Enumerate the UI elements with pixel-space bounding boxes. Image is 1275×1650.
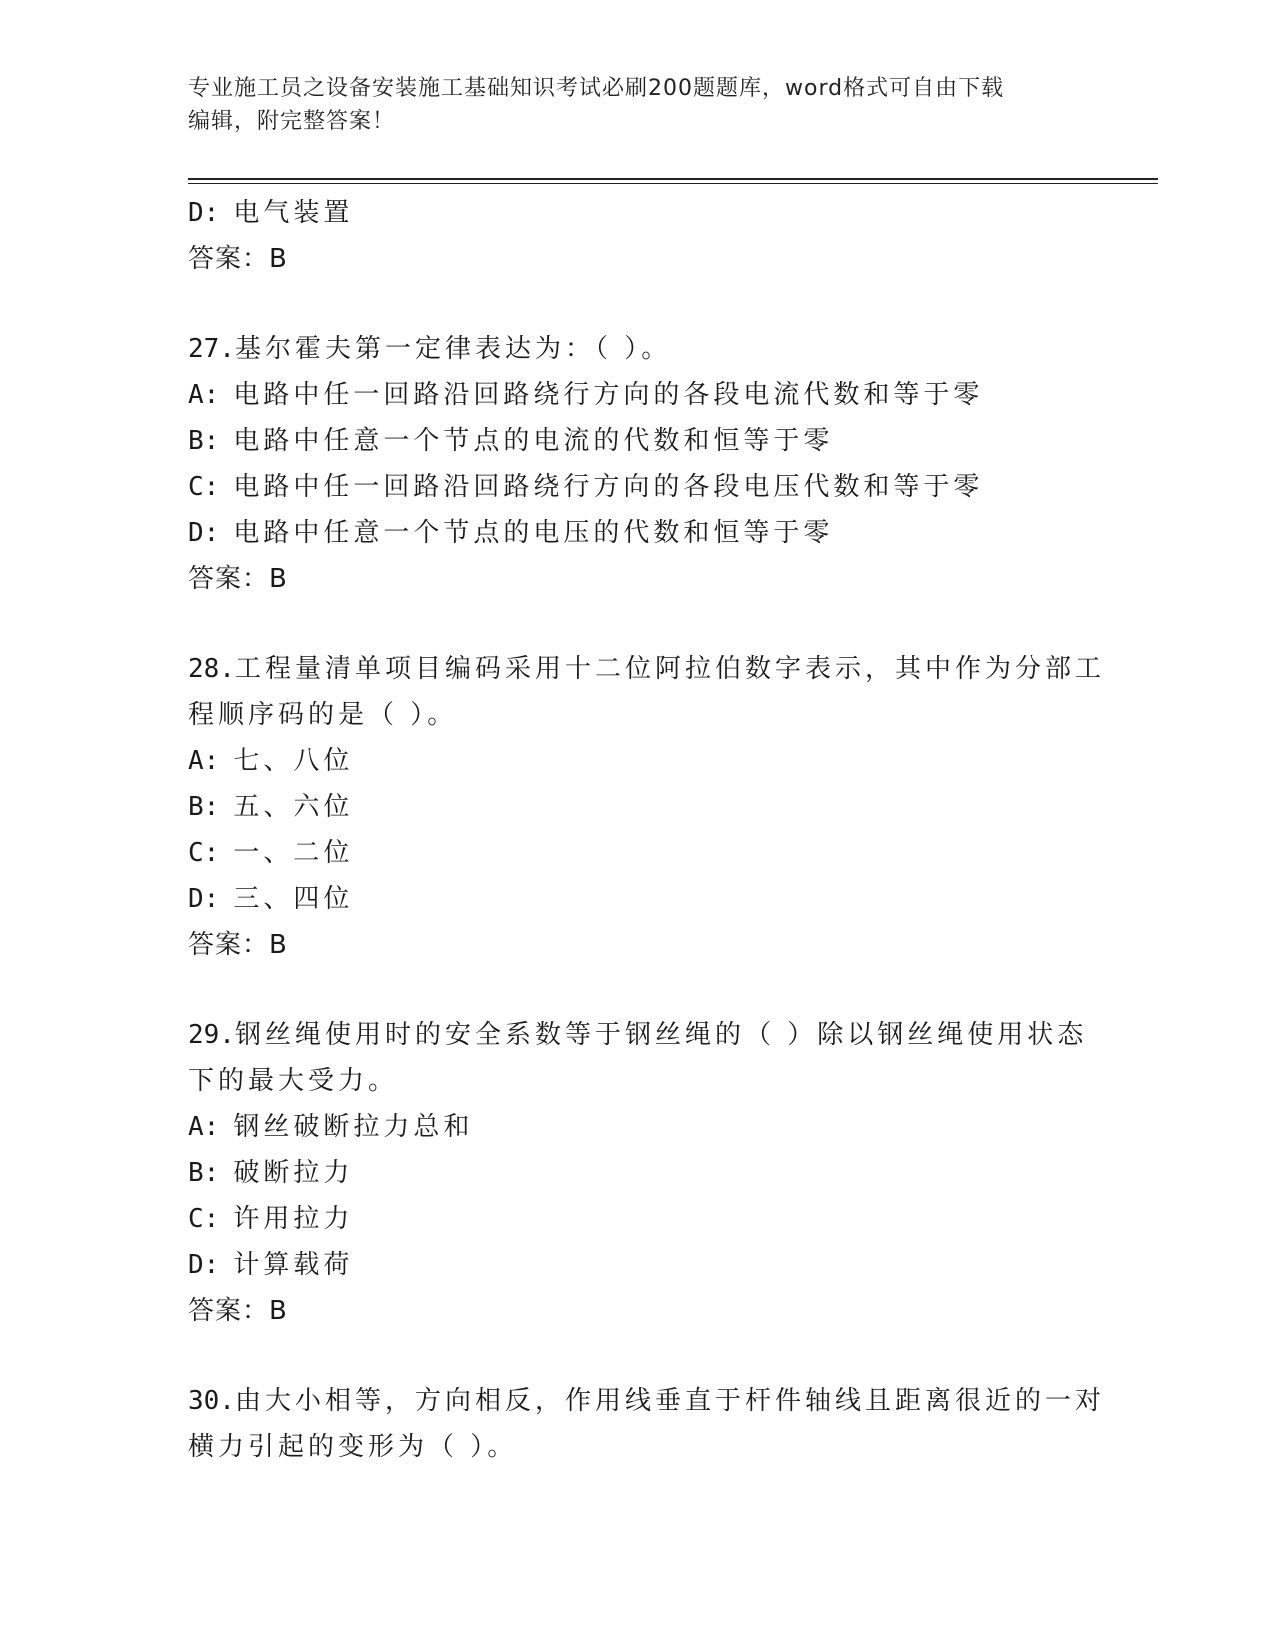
spacer — [188, 1334, 1088, 1378]
option-text: 一、二位 — [233, 838, 354, 868]
option-letter: C: — [188, 838, 220, 868]
spacer — [188, 602, 1088, 646]
header-divider-thin — [188, 183, 1158, 184]
option-text: 电路中任意一个节点的电压的代数和恒等于零 — [233, 518, 834, 548]
option-text: 破断拉力 — [233, 1158, 354, 1188]
option-letter: B: — [188, 426, 220, 456]
question-number: 27. — [188, 334, 235, 364]
option-text: 七、八位 — [233, 746, 354, 776]
option-letter: C: — [188, 1204, 220, 1234]
option-c — [188, 830, 1088, 876]
question-text: 基尔霍夫第一定律表达为：（ ）。 — [234, 334, 672, 364]
option-text: 电路中任意一个节点的电流的代数和恒等于零 — [233, 426, 834, 456]
question-stem-continued: 程顺序码的是（ ）。 — [188, 700, 458, 730]
option-c — [188, 464, 1088, 510]
option-letter: B: — [188, 792, 220, 822]
question-stem — [188, 1012, 1088, 1058]
question-27 — [188, 326, 1088, 602]
question-26 — [188, 190, 1088, 282]
option-text: 五、六位 — [233, 792, 354, 822]
option-a — [188, 1104, 1088, 1150]
question-stem — [188, 1378, 1105, 1424]
option-text: 电气装置 — [233, 198, 354, 228]
header-divider-thick — [188, 178, 1158, 180]
option-a — [188, 738, 1088, 784]
question-stem — [188, 646, 1105, 692]
question-text: 由大小相等，方向相反，作用线垂直于杆件轴线且距离很近的一对 — [234, 1386, 1105, 1416]
option-d — [188, 1242, 1088, 1288]
option-b — [188, 1150, 1088, 1196]
option-text: 电路中任一回路沿回路绕行方向的各段电流代数和等于零 — [233, 380, 984, 410]
option-text: 许用拉力 — [233, 1204, 354, 1234]
answer-line: 答案：B — [188, 244, 288, 274]
question-number: 30. — [188, 1386, 235, 1416]
option-letter: C: — [188, 472, 220, 502]
answer-line: 答案：B — [188, 564, 288, 594]
option-a — [188, 372, 1088, 418]
header-title-line-2: 编辑，附完整答案！ — [188, 109, 396, 134]
option-text: 计算载荷 — [233, 1250, 354, 1280]
question-stem-continued: 横力引起的变形为（ ）。 — [188, 1432, 518, 1462]
document-header — [188, 72, 1088, 138]
option-c — [188, 1196, 1088, 1242]
option-letter: D: — [188, 884, 220, 914]
option-letter: D: — [188, 1250, 220, 1280]
option-letter: A: — [188, 746, 220, 776]
option-b — [188, 418, 1088, 464]
question-30 — [188, 1378, 1105, 1470]
option-letter: D: — [188, 518, 220, 548]
option-b — [188, 784, 1088, 830]
question-text: 钢丝绳使用时的安全系数等于钢丝绳的（ ）除以钢丝绳使用状态 — [234, 1020, 1088, 1050]
question-text: 工程量清单项目编码采用十二位阿拉伯数字表示，其中作为分部工 — [234, 654, 1105, 684]
option-d — [188, 876, 1088, 922]
option-letter: D: — [188, 198, 220, 228]
option-d — [188, 190, 1088, 236]
option-text: 电路中任一回路沿回路绕行方向的各段电压代数和等于零 — [233, 472, 984, 502]
option-d — [188, 510, 1088, 556]
spacer — [188, 282, 1088, 326]
question-28 — [188, 646, 1105, 968]
option-text: 三、四位 — [233, 884, 354, 914]
option-text: 钢丝破断拉力总和 — [233, 1112, 474, 1142]
answer-line: 答案：B — [188, 930, 288, 960]
question-stem-continued: 下的最大受力。 — [188, 1066, 399, 1096]
question-number: 28. — [188, 654, 235, 684]
spacer — [188, 968, 1088, 1012]
option-letter: A: — [188, 380, 220, 410]
header-title-line-1: 专业施工员之设备安装施工基础知识考试必刷200题题库，word格式可自由下载 — [188, 76, 1005, 101]
option-letter: B: — [188, 1158, 220, 1188]
question-list — [188, 190, 1105, 1470]
question-29 — [188, 1012, 1088, 1334]
answer-line: 答案：B — [188, 1296, 288, 1326]
option-letter: A: — [188, 1112, 220, 1142]
question-stem — [188, 326, 1088, 372]
question-number: 29. — [188, 1020, 235, 1050]
